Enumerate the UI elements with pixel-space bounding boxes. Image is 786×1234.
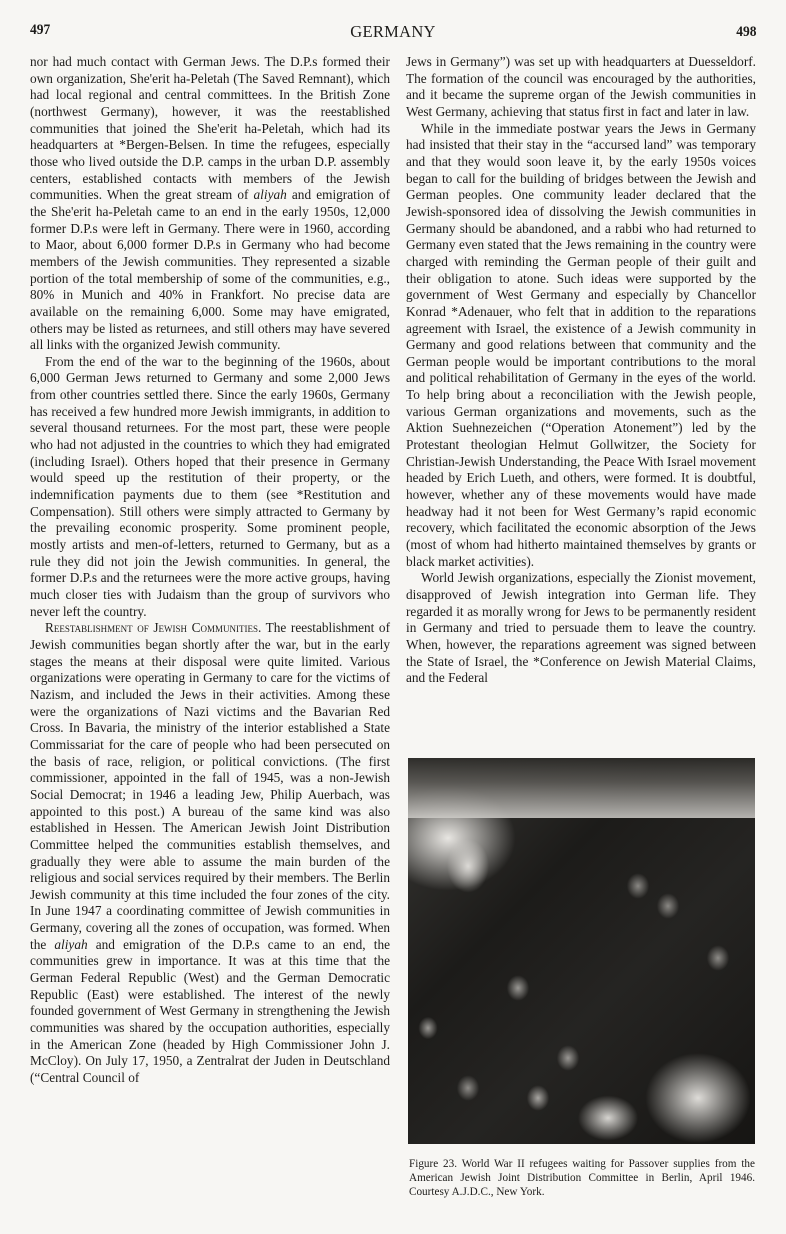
right-column (406, 54, 756, 687)
italic-term: aliyah (253, 187, 287, 203)
paragraph-reestablishment (30, 620, 390, 1086)
left-column (30, 54, 390, 1087)
italic-term: aliyah (54, 936, 88, 952)
paragraph-dps (30, 54, 390, 354)
running-head: GERMANY (350, 22, 436, 41)
text-run: and emigration of the D.P.s came to an end, the communities grew in importance. It was at this time that the German Federal Republic (West) and the German Democratic Republic (East) were established. The interest of the newly founded government of West Germany in strengthening the Jewish communities was shared by the occupation authorities, especially in the American Zone (headed by High Commissioner John J. McCloy). On July 17, 1950, a Zentralrat der Juden in Deutschland (“Central Council of (30, 936, 390, 1086)
paragraph-zionist: World Jewish organizations, especially the Zionist movement, disapproved of Jewish integration into German life. They regarded it as morally wrong for Jews to be permanently resident in Germany and tried to persuade them to leave the country. When, however, the reparations agreement was signed between the State of Israel, the *Conference on Jewish Material Claims, and the Federal (406, 570, 756, 686)
page-header (30, 22, 756, 44)
paragraph-reconciliation: While in the immediate postwar years the Jews in Germany had insisted that their stay in the “accursed land” was temporary and that they would soon leave it, by the early 1950s voices began to call for the building of bridges between the Jewish and German peoples. One community leader declared that the Jewish-sponsored idea of dissolving the Jewish communities in Germany should be abandoned, and a rabbi who had returned to Germany even stated that the Jews remaining in the country were charged with reminding the German people of their guilt and their obligation to atone. Such ideas were supported by the government of West Germany and especially by Chancellor Konrad *Adenauer, who felt that in addition to the reparations agreement with Israel, the existence of a Jewish community in Germany and good relations between that community and the German people would be important contributions to the moral and political rehabilitation of Germany in the eyes of the world. To help bring about a reconciliation with the Jewish people, various German organizations and movements, such as the Aktion Suehnezeichen (“Operation Atonement”) led by the Protestant theologian Helmut Gollwitzer, the Society for Christian-Jewish Understanding, the Peace With Israel movement headed by Erich Lueth, and others, were formed. It is doubtful, however, whether any of these movements would have made headway had it not been for West Germany’s rapid economic recovery, which facilitated the economic absorption of the Jews (most of whom had hitherto maintained themselves by grants or black market activities). (406, 120, 756, 569)
refugees-photo (408, 758, 755, 1144)
page-number-left: 497 (30, 22, 51, 38)
paragraph-returnees: From the end of the war to the beginning of the 1960s, about 6,000 German Jews returned to Germany and some 2,000 Jews from other countries settled there. Since the early 1960s, Germany has received a few hundred more Jewish immigrants, in addition to several thousand returnees. For the most part, these were people who had not adjusted in the countries to which they had emigrated (including Israel). Others hoped that their presence in Germany would speed up the restitution of their property, or the indemnification payments due to them (see *Restitution and Compensation). Still others were simply attracted to Germany by the prevailing economic prosperity. Some prominent people, mostly artists and men-of-letters, returned to Germany, but as a rule they did not join the Jewish communities. In general, the former D.P.s and the returnees were the more active groups, having much closer ties with Judaism than the group of survivors who never left the country. (30, 353, 390, 619)
text-run: nor had much contact with German Jews. The D.P.s formed their own organization, She'erit ha-Peletah (The Saved Remnant), which had local regional and central committees. In the British Zone (northwest Germany), however, it was the reestablished communities that joined the She'erit ha-Peletah, which had its headquarters at *Bergen-Belsen. In time the refugees, especially those who lived outside the D.P. camps in the urban D.P. assembly centers, established contacts with members of the Jewish communities. When the great stream of (30, 54, 390, 203)
section-heading: Reestablishment of Jewish Communities. (45, 620, 262, 636)
figure-caption: Figure 23. World War II refugees waiting for Passover supplies from the American Jewish Joint Distribution Committee in Berlin, April 1946. Courtesy A.J.D.C., New York. (409, 1158, 755, 1198)
page-number-right: 498 (735, 24, 756, 40)
photo-street-area (408, 758, 755, 818)
text-run: and emigration of the She'erit ha-Peletah came to an end in the early 1950s, 12,000 former D.P.s were left in Germany. There were in 1960, according to Maor, about 6,000 former D.P.s in Germany who had become members of the Jewish communities. They represented a sizable portion of the total membership of some of the communities, e.g., 80% in Munich and 40% in Frankfort. No precise data are available on the remaining 6,000. Some may have emigrated, others may be listed as returnees, and still others may have severed all links with the organized Jewish community. (30, 187, 390, 353)
paragraph-central-council: Jews in Germany”) was set up with headquarters at Duesseldorf. The formation of the council was encouraged by the authorities, and it became the supreme organ of the Jewish communities in West Germany, achieving that status first in fact and later in law. (406, 54, 756, 119)
text-run: The reestablishment of Jewish communities began shortly after the war, but in the early stages the means at their disposal were quite limited. Various organizations were operating in Germany to care for the victims of Nazism, and included the Jews in their activities. Among these were the organizations of Nazi victims and the Bavarian Red Cross. In Bavaria, the ministry of the interior established a State Commissariat for the care of people who had been persecuted on the basis of race, religion, or political convictions. (The first commissioner, appointed in the fall of 1945, was a non-Jewish Social Democrat; in 1946 a leading Jew, Philip Auerbach, was appointed to this post.) A bureau of the same kind was also established in Hessen. The American Jewish Joint Distribution Committee helped the communities establish themselves, and gradually they were able to assume the main burden of the religious and social services required by their members. The Berlin Jewish community at this time included the four zones of the city. In June 1947 a coordinating committee of Jewish communities in Germany, covering all the zones of occupation, was formed. When the (30, 620, 391, 952)
